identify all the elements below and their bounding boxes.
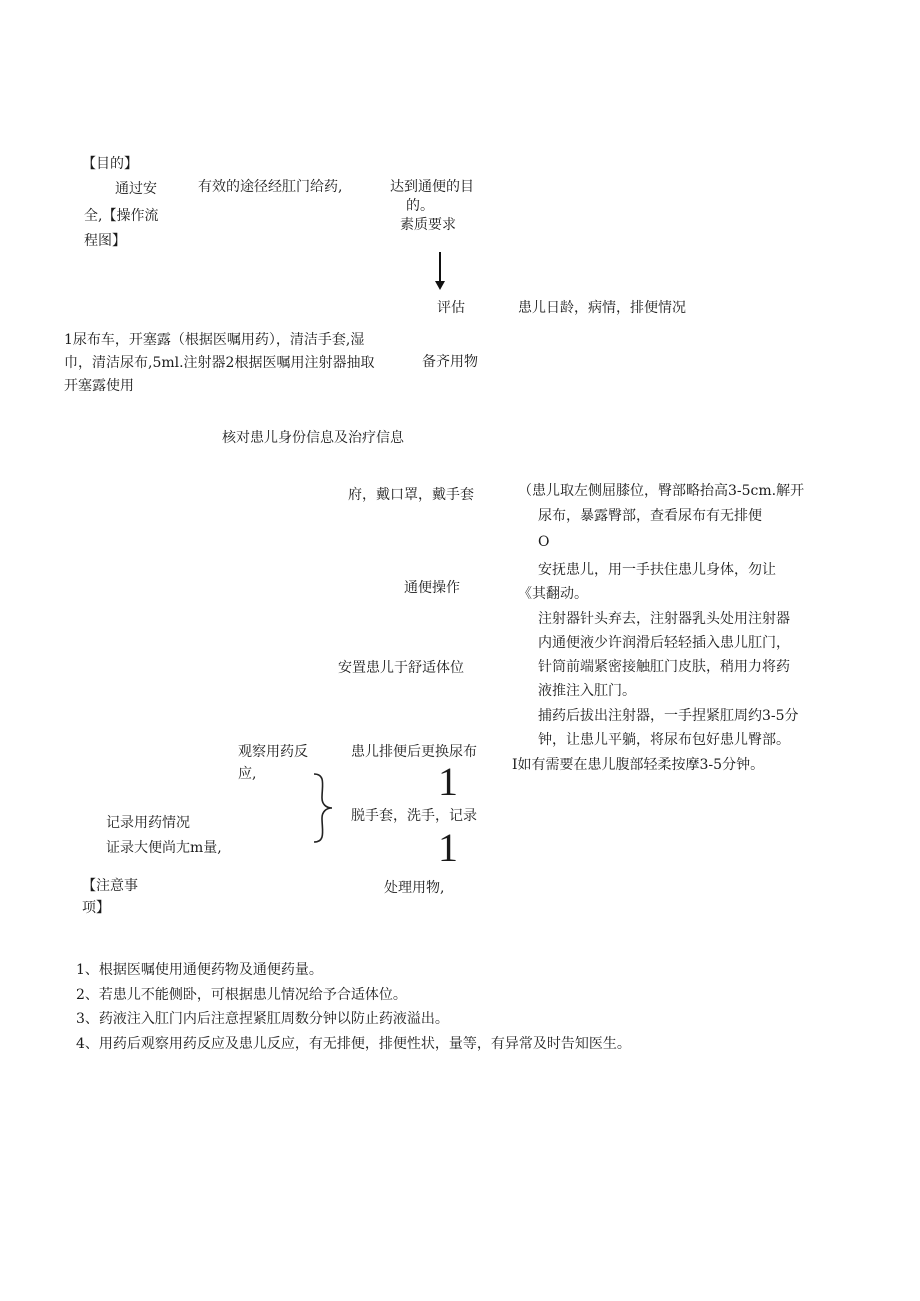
flow-prepare-supplies: 备齐用物 — [422, 354, 478, 370]
flow-verify-identity: 核对患儿身份信息及治疗信息 — [222, 430, 404, 446]
step-2-line-a: 安抚患儿，用一手扶住患儿身体，勿让 — [538, 562, 776, 578]
step-4-line-a: 捕药后拔出注射器，一手捏紧肛周约3-5分 — [538, 708, 799, 724]
step-4-line-b: 钟，让患儿平躺，将尿布包好患儿臀部。 — [538, 732, 790, 748]
flow-comfort-position: 安置患儿于舒适体位 — [338, 660, 464, 676]
supplies-list-line-2: 巾，清洁尿布,5ml.注射器2根据医嘱用注射器抽取 — [64, 355, 375, 371]
notes-label-line-2: 项】 — [82, 900, 110, 916]
step-3-line-d: 液推注入肛门。 — [538, 683, 636, 699]
flow-mask-gloves: 府，戴口罩，戴手套 — [348, 487, 474, 503]
purpose-label: 【目的】 — [82, 156, 138, 172]
observe-reaction-line-2: 应, — [238, 766, 257, 782]
step-1-line-c: O — [538, 534, 550, 550]
step-1-line-b: 尿布，暴露臀部，查看尿布有无排便 — [538, 508, 762, 524]
flow-marker-2: 1 — [438, 825, 458, 870]
note-item-2: 2、若患儿不能侧卧，可根据患儿情况给予合适体位。 — [76, 987, 407, 1003]
note-item-4: 4、用药后观察用药反应及患儿反应，有无排便，排便性状，量等，有异常及时告知医生。 — [76, 1036, 631, 1052]
right-brace-icon — [312, 772, 336, 844]
step-3-line-b: 内通便液少许润滑后轻轻插入患儿肛门， — [538, 635, 790, 651]
assessment-detail: 患儿日龄，病情，排便情况 — [518, 300, 686, 316]
step-1-line-a: （患儿取左侧屈膝位，臀部略抬高3-5cm.解开 — [518, 483, 805, 499]
step-5: I如有需要在患儿腹部轻柔按摩3-5分钟。 — [512, 757, 765, 773]
purpose-text-part4: 的。 — [406, 198, 434, 214]
flow-handle-supplies: 处理用物, — [384, 880, 445, 896]
observe-reaction-line-1: 观察用药反 — [238, 744, 308, 760]
step-2-line-b: 《其翻动。 — [518, 586, 588, 602]
flow-change-diaper: 患儿排便后更换尿布 — [351, 744, 477, 760]
step-3-line-c: 针筒前端紧密接触肛门皮肤，稍用力将药 — [538, 659, 790, 675]
purpose-continuation: 全,【操作流 — [84, 208, 159, 224]
step-3-line-a: 注射器针头弃去，注射器乳头处用注射器 — [538, 611, 790, 627]
flow-wash-record: 脱手套，洗手，记录 — [351, 808, 477, 824]
supplies-list-line-1: 1尿布车，开塞露（根据医嘱用药），清洁手套,湿 — [64, 332, 365, 348]
record-medication: 记录用药情况 — [106, 815, 190, 831]
notes-label-line-1: 【注意事 — [82, 878, 138, 894]
purpose-text-part3: 达到通便的目 — [390, 179, 474, 195]
flow-bowel-operation: 通便操作 — [404, 580, 460, 596]
flow-marker-1: 1 — [438, 759, 458, 804]
flow-quality-requirements: 素质要求 — [400, 217, 456, 233]
purpose-text-part2: 有效的途径经肛门给药, — [198, 179, 343, 195]
note-item-1: 1、根据医嘱使用通便药物及通便药量。 — [76, 962, 323, 978]
purpose-text-part1: 通过安 — [115, 181, 157, 197]
note-item-3: 3、药液注入肛门内后注意捏紧肛周数分钟以防止药液溢出。 — [76, 1011, 449, 1027]
supplies-list-line-3: 开塞露使用 — [64, 378, 134, 394]
record-stool: 证录大便尚尢m量, — [106, 840, 222, 856]
flowchart-label: 程图】 — [84, 233, 126, 249]
flow-assessment: 评估 — [437, 300, 465, 316]
down-arrow-icon — [432, 250, 448, 292]
